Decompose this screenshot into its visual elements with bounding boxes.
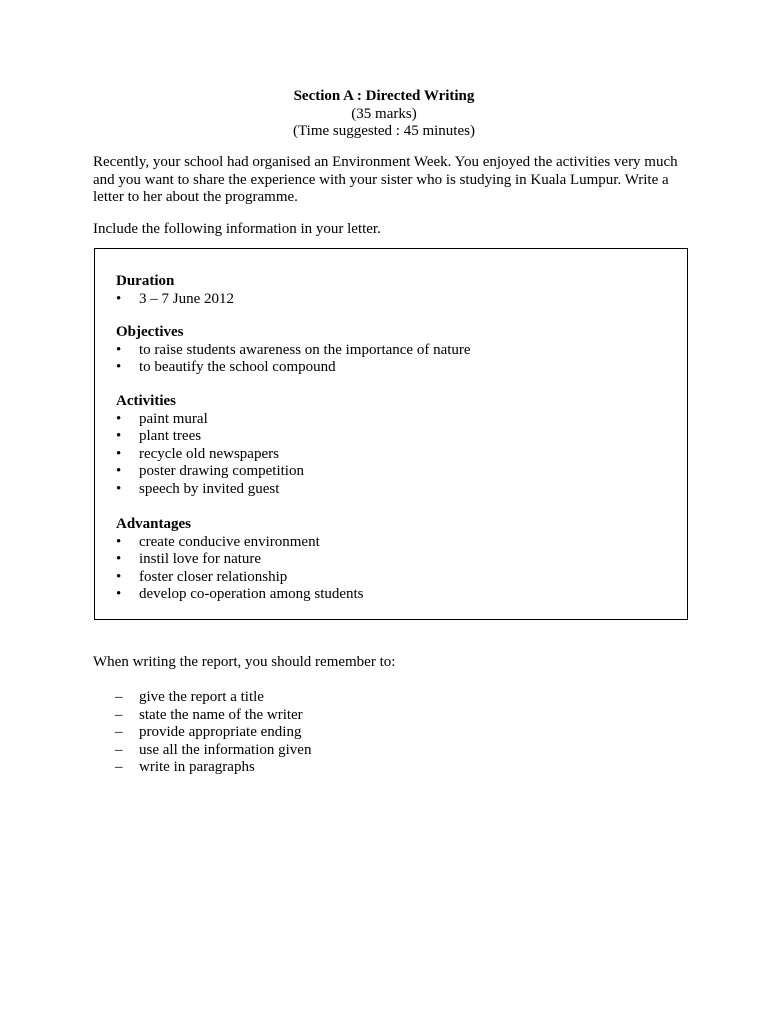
list-item: – give the report a title [115, 689, 264, 705]
list-item: • recycle old newspapers [116, 445, 279, 462]
list-item: • develop co-operation among students [116, 586, 364, 602]
duration-list [116, 291, 234, 309]
objectives-heading: Objectives [116, 324, 184, 340]
bullet-icon: • [116, 341, 122, 358]
bullet-icon: • [116, 410, 122, 427]
duration-section [116, 273, 234, 308]
bullet-icon: • [116, 568, 122, 585]
section-title: Section A : Directed Writing [293, 88, 475, 104]
list-item: • paint mural [116, 410, 208, 427]
list-item: • poster drawing competition [116, 463, 304, 479]
activities-heading: Activities [116, 393, 176, 409]
bullet-icon: • [116, 290, 122, 307]
advantages-heading: Advantages [116, 516, 192, 532]
list-item: • plant trees [116, 428, 202, 444]
list-item: • speech by invited guest [116, 480, 280, 497]
activities-section [116, 393, 304, 498]
list-item: • instil love for nature [116, 551, 262, 567]
bullet-icon: • [116, 359, 122, 375]
list-item: • to beautify the school compound [116, 359, 336, 375]
bullet-icon: • [116, 428, 122, 444]
advantages-section [116, 516, 364, 604]
duration-heading: Duration [116, 273, 175, 289]
information-box [94, 248, 688, 620]
dash-icon: – [115, 741, 123, 758]
bullet-icon: • [116, 480, 122, 497]
activities-list [116, 411, 304, 499]
list-item: • foster closer relationship [116, 568, 288, 585]
list-item: – provide appropriate ending [115, 724, 302, 740]
remember-list [115, 689, 311, 777]
time-suggested-text: (Time suggested : 45 minutes) [293, 123, 475, 139]
bullet-icon: • [116, 445, 122, 462]
objectives-list [116, 342, 471, 377]
list-item: • create conducive environment [116, 533, 320, 550]
objectives-section [116, 324, 471, 377]
list-item: – use all the information given [115, 741, 312, 758]
list-item: • to raise students awareness on the importance of nature [116, 341, 471, 358]
dash-icon: – [115, 724, 123, 740]
list-item: – state the name of the writer [115, 706, 303, 723]
bullet-icon: • [116, 551, 122, 567]
remember-instruction: When writing the report, you should remember to: [93, 654, 396, 670]
list-item: • 3 – 7 June 2012 [116, 290, 234, 307]
include-instruction: Include the following information in your letter. [93, 221, 381, 237]
section-header [0, 88, 768, 141]
task-instructions: Recently, your school had organised an Environment Week. You enjoyed the activities very much and you want to share the experience with your sister who is studying in Kuala Lumpur. Write a letter to her about the programme. [93, 154, 678, 205]
marks-text: (35 marks) [351, 105, 417, 122]
advantages-list [116, 534, 364, 604]
bullet-icon: • [116, 586, 122, 602]
bullet-icon: • [116, 463, 122, 479]
list-item: – write in paragraphs [115, 759, 255, 775]
dash-icon: – [115, 706, 123, 723]
dash-icon: – [115, 759, 123, 775]
dash-icon: – [115, 689, 123, 705]
bullet-icon: • [116, 533, 122, 550]
